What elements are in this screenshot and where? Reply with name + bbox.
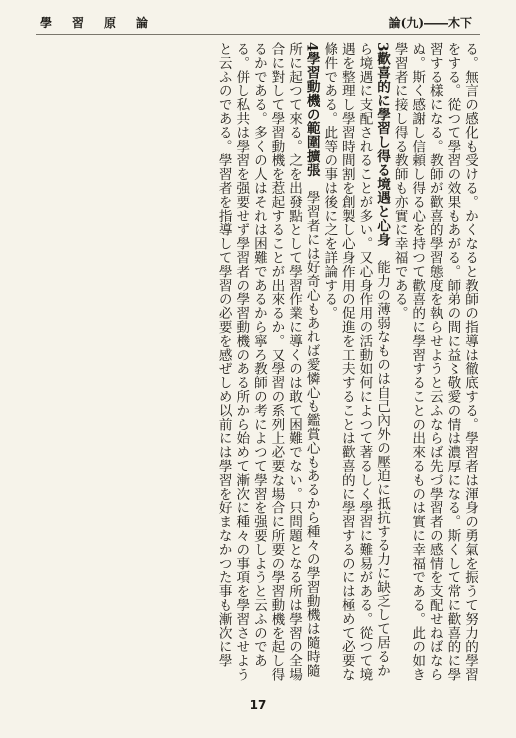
running-header: [40, 14, 472, 32]
section-body: 學習者には好奇心もあれば愛憐心も鑑賞心もあるから種々の學習動機は隨時隨所に起つて來る。之を出發點として學習作業に導くのは敢て困難でない。只問題となる所は學習の全場合に對して學習動機を惹起することが出來るか。又學習の系列上必要な場合に所要の學習動機を起し得るかである。多くの人はそれは困難であるから寧ろ教師の考によつて學習を强要しようと云ふのである。併し私共は學習を强要せず學習者の學習動機のある所から始めて漸次に種々の事項を學習させようと云ふのである。學習者を指導して學習の必要を感ぜしめ以前には學習を好まなかつた事も漸次に學: [215, 42, 320, 682]
section-number: 4: [303, 42, 320, 52]
book-title: 學習原論: [40, 16, 169, 30]
page-number: 17: [249, 698, 267, 712]
section-body: 能力の薄弱なものは自己內外の壓迫に抵抗する力に缺乏して居るから境遇に支配されることが多い。又心身作用の活動如何によつて著るしく學習に難易がある。從つて境遇を整理し學習時間割を創製し心身作用の促進を工夫することは歡喜的に學習するのには極めて必要な條件である。此等の事は後に之を詳論する。: [321, 42, 391, 682]
paragraph-section-3: [320, 42, 390, 688]
section-heading: 歡喜的に學習し得る境遇と心身: [374, 51, 391, 247]
header-rule: [36, 34, 480, 35]
chapter-marker: 論(九)――木下: [388, 16, 472, 30]
section-heading: 學習動機の範圍擴張: [303, 51, 320, 177]
section-number: 3: [374, 42, 391, 52]
paragraph-section-4: [214, 42, 320, 688]
paragraph-1: る。無言の感化も受ける。かくなると教師の指導は徹底する。學習者は渾身の勇氣を振うて努力的學習をする。從つて學習の效果もあがる。師弟の間に益〻敬愛の情は濃厚になる。斯くして常に歡喜的に學習する樣になる。教師が歡喜的學習態度を執らせようと云ふならば先づ學習者の感情を支配せねばならぬ。斯く感謝し信頼し得る心を持つて歡喜的に學習することの出來るものは實に幸福である。此の如き學習者に接し得る教師も亦實に幸福である。: [391, 42, 478, 682]
body-text: [38, 42, 478, 688]
